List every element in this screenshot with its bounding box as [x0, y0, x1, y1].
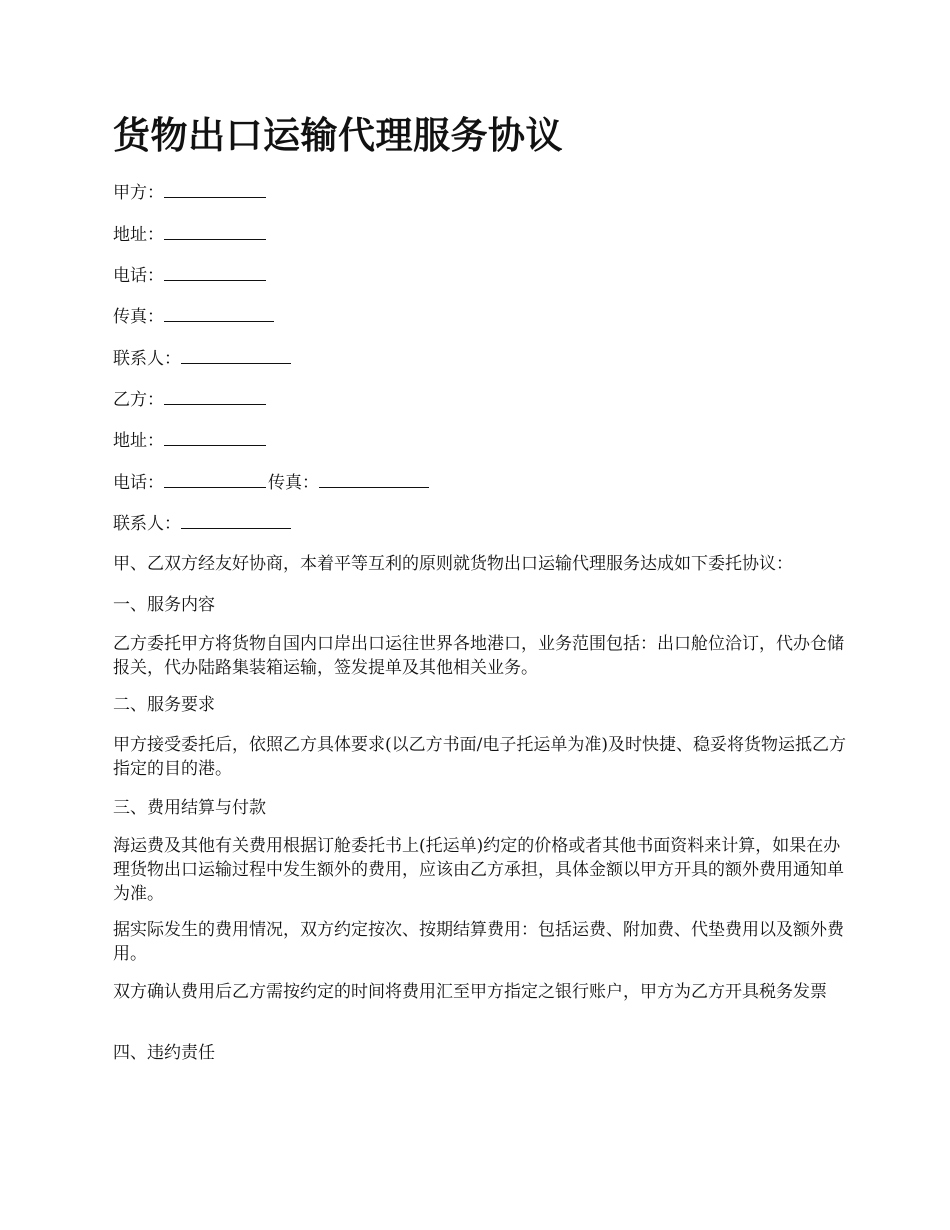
party-b-contact-label: 联系人：: [113, 514, 181, 534]
party-a-line: [113, 180, 268, 205]
section-paragraph: 甲方接受委托后，依照乙方具体要求(以乙方书面/电子托运单为准)及时快捷、稳妥将货物运抵乙方指定的目的港。: [113, 735, 846, 779]
party-a-fax-blank[interactable]: [164, 304, 274, 322]
party-a-phone-blank[interactable]: [164, 263, 266, 281]
party-b-phone-fax-line: [113, 470, 431, 495]
section-paragraph: 海运费及其他有关费用根据订舱委托书上(托运单)约定的价格或者其他书面资料来计算，如果在办理货物出口运输过程中发生额外的费用，应该由乙方承担，具体金额以甲方开具的额外费用通知单为准。: [113, 836, 844, 904]
party-a-address-label: 地址：: [113, 225, 164, 245]
party-b-fax-blank[interactable]: [319, 470, 429, 488]
section-paragraph: 双方确认费用后乙方需按约定的时间将费用汇至甲方指定之银行账户，甲方为乙方开具税务发票: [113, 982, 827, 1002]
section-heading: 一、服务内容: [113, 595, 215, 615]
document-title: 货物出口运输代理服务协议: [113, 114, 563, 157]
party-a-address-blank[interactable]: [164, 222, 266, 240]
party-b-label: 乙方：: [113, 390, 164, 410]
section-heading: 二、服务要求: [113, 695, 215, 715]
party-b-contact-line: [113, 511, 293, 536]
party-a-fax-line: [113, 304, 276, 329]
party-b-contact-blank[interactable]: [181, 511, 291, 529]
party-a-blank[interactable]: [164, 180, 266, 198]
section-heading: 三、费用结算与付款: [113, 798, 266, 818]
intro-paragraph: 甲、乙双方经友好协商，本着平等互利的原则就货物出口运输代理服务达成如下委托协议：: [113, 554, 793, 574]
party-b-address-line: [113, 428, 268, 453]
section-heading: 四、违约责任: [113, 1043, 215, 1063]
party-a-address-line: [113, 222, 268, 247]
party-a-contact-blank[interactable]: [181, 346, 291, 364]
party-b-fax-label: 传真：: [268, 473, 319, 493]
party-a-contact-label: 联系人：: [113, 349, 181, 369]
party-a-phone-label: 电话：: [113, 266, 164, 286]
party-b-address-blank[interactable]: [164, 428, 266, 446]
party-a-label: 甲方：: [113, 183, 164, 203]
party-b-blank[interactable]: [164, 387, 266, 405]
party-b-line: [113, 387, 268, 412]
party-a-phone-line: [113, 263, 268, 288]
section-paragraph: 乙方委托甲方将货物自国内口岸出口运往世界各地港口，业务范围包括：出口舱位洽订，代办仓储报关，代办陆路集装箱运输，签发提单及其他相关业务。: [113, 634, 844, 678]
party-b-phone-label: 电话：: [113, 473, 164, 493]
party-a-contact-line: [113, 346, 293, 371]
party-a-fax-label: 传真：: [113, 307, 164, 327]
section-paragraph: 据实际发生的费用情况，双方约定按次、按期结算费用：包括运费、附加费、代垫费用以及额外费用。: [113, 920, 844, 964]
party-b-phone-blank[interactable]: [164, 470, 266, 488]
party-b-address-label: 地址：: [113, 431, 164, 451]
